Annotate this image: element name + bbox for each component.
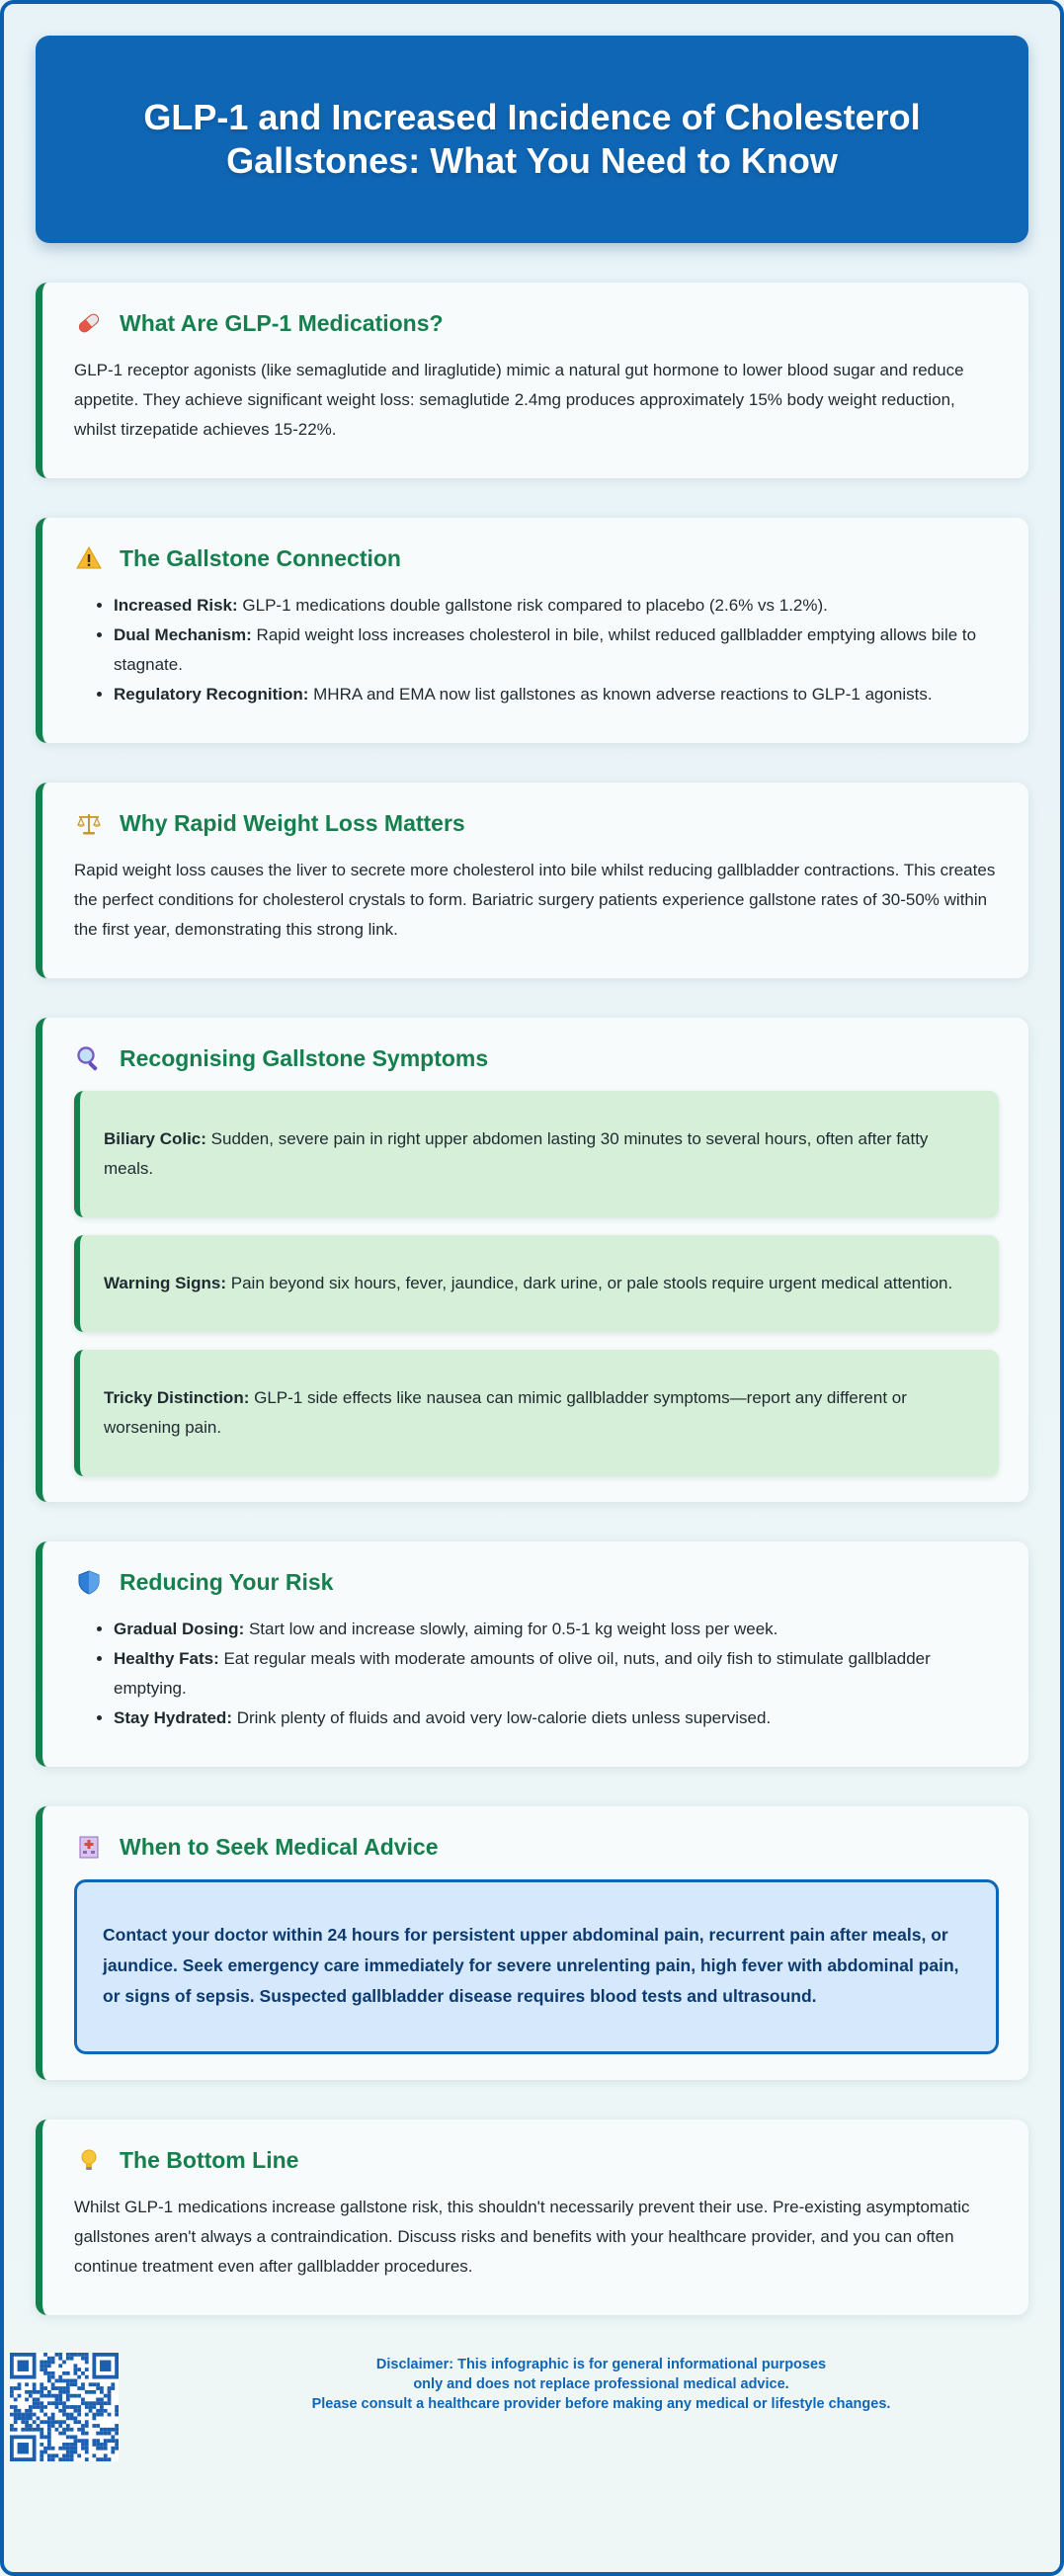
connection-list [74, 591, 999, 709]
section-title: Reducing Your Risk [120, 1568, 334, 1595]
section-symptoms [36, 1018, 1028, 1502]
lightbulb-icon [74, 2145, 104, 2175]
symptom-box: Biliary Colic: Sudden, severe pain in right upper abdomen lasting 30 minutes to several hours, often after fatty meals. [74, 1091, 999, 1217]
section-title: Recognising Gallstone Symptoms [120, 1044, 489, 1071]
section-title: What Are GLP-1 Medications? [120, 309, 444, 336]
section-body: Rapid weight loss causes the liver to secrete more cholesterol into bile whilst reducing gallbladder contractions. This creates the perfect conditions for cholesterol crystals to form. Bariatric surgery patients experience gallstone rates of 30-50% within the first year, demonstrating this strong link. [74, 861, 996, 939]
advice-callout [74, 1879, 999, 2054]
warning-icon [74, 543, 104, 573]
section-header [74, 543, 999, 573]
section-title: The Bottom Line [120, 2146, 299, 2173]
footer [36, 2343, 1028, 2481]
pill-icon [74, 308, 104, 338]
list-item: • Increased Risk: GLP-1 medications double gallstone risk compared to placebo (2.6% vs 1.2%). [114, 591, 999, 621]
qr-code[interactable] [10, 2353, 119, 2461]
list-item: • Healthy Fats: Eat regular meals with moderate amounts of olive oil, nuts, and oily fish to stimulate gallbladder emptying. [114, 1644, 999, 1703]
page-title: GLP-1 and Increased Incidence of Cholesterol Gallstones: What You Need to Know [143, 97, 921, 181]
risk-list [74, 1615, 999, 1733]
symptom-box: Tricky Distinction: GLP-1 side effects like nausea can mimic gallbladder symptoms—report any different or worsening pain. [74, 1350, 999, 1476]
section-bottom-line [36, 2119, 1028, 2315]
shield-icon [74, 1567, 104, 1597]
advice-text: Contact your doctor within 24 hours for persistent upper abdominal pain, recurrent pain after meals, or jaundice. Seek emergency care immediately for severe unrelenting pain, high fever with abdominal pain, or signs of sepsis. Suspected gallbladder disease requires blood tests and ultrasound. [103, 1925, 959, 2006]
section-header [74, 808, 999, 838]
section-title: The Gallstone Connection [120, 544, 401, 571]
section-title: When to Seek Medical Advice [120, 1833, 439, 1860]
section-title: Why Rapid Weight Loss Matters [120, 809, 465, 836]
scales-icon [74, 808, 104, 838]
section-what-are-glp1 [36, 283, 1028, 478]
section-header [74, 1567, 999, 1597]
section-header [74, 1043, 999, 1073]
section-header [74, 308, 999, 338]
section-reducing-risk [36, 1541, 1028, 1767]
hospital-icon [74, 1832, 104, 1862]
section-rapid-weight-loss [36, 783, 1028, 978]
symptom-box: Warning Signs: Pain beyond six hours, fever, jaundice, dark urine, or pale stools require urgent medical attention. [74, 1235, 999, 1332]
section-gallstone-connection [36, 518, 1028, 743]
section-body: GLP-1 receptor agonists (like semaglutide and liraglutide) mimic a natural gut hormone to lower blood sugar and reduce appetite. They achieve significant weight loss: semaglutide 2.4mg produces approximately 15% body weight reduction, whilst tirzepatide achieves 15-22%. [74, 361, 964, 439]
list-item: • Gradual Dosing: Start low and increase slowly, aiming for 0.5-1 kg weight loss per week. [114, 1615, 999, 1644]
disclaimer: Disclaimer: This infographic is for general informational purposes only and does not replace professional medical advice. Please consult a healthcare provider before making any medical or lifestyle changes. [311, 2357, 891, 2412]
magnifier-icon [74, 1043, 104, 1073]
section-medical-advice [36, 1806, 1028, 2080]
list-item: • Stay Hydrated: Drink plenty of fluids and avoid very low-calorie diets unless supervised. [114, 1703, 999, 1733]
section-header [74, 1832, 999, 1862]
list-item: • Regulatory Recognition: MHRA and EMA now list gallstones as known adverse reactions to GLP-1 agonists. [114, 680, 999, 709]
section-header [74, 2145, 999, 2175]
section-body: Whilst GLP-1 medications increase gallstone risk, this shouldn't necessarily prevent their use. Pre-existing asymptomatic gallstones aren't always a contraindication. Discuss risks and benefits with your healthcare provider, and you can often continue treatment even after gallbladder procedures. [74, 2198, 970, 2276]
header-banner [36, 36, 1028, 243]
list-item: • Dual Mechanism: Rapid weight loss increases cholesterol in bile, whilst reduced gallbladder emptying allows bile to stagnate. [114, 621, 999, 680]
